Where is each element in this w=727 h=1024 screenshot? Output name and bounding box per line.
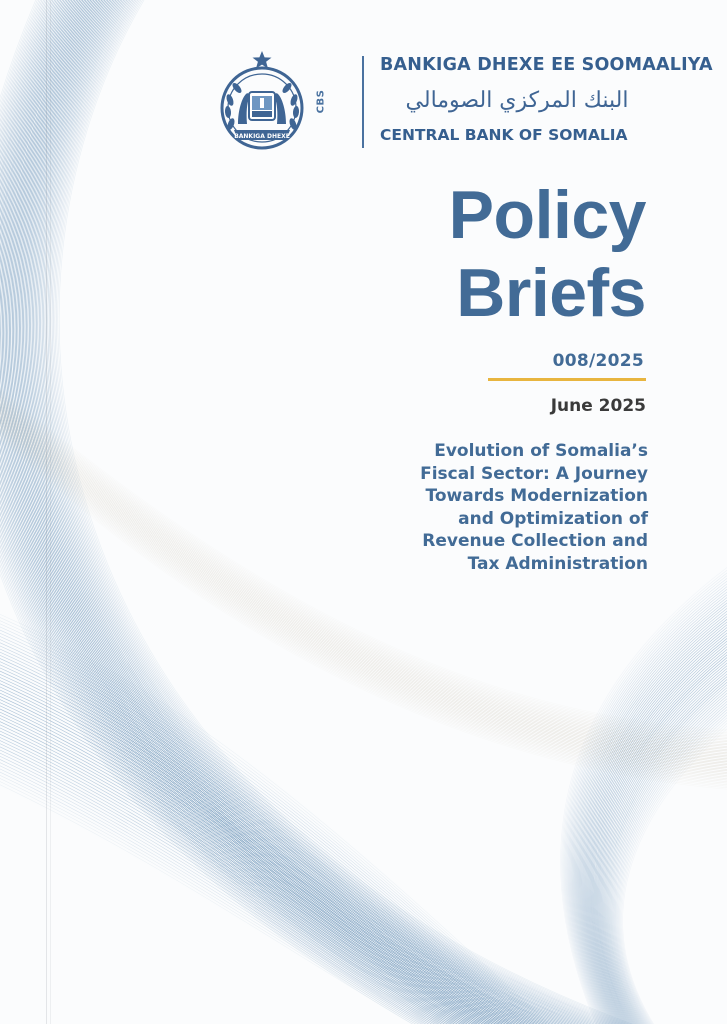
central-bank-emblem-icon	[216, 48, 308, 152]
publication-title	[449, 176, 646, 332]
cbs-text: CBS	[315, 89, 327, 113]
bank-logo	[216, 46, 713, 152]
wave-line	[0, 767, 440, 1024]
subject-line: Revenue Collection and	[422, 531, 648, 551]
logo-divider	[362, 56, 364, 148]
title-line: Briefs	[456, 255, 646, 331]
wave-line	[0, 749, 454, 1024]
publication-date: June 2025	[550, 396, 646, 416]
subject-line: Fiscal Sector: A Journey	[420, 463, 648, 484]
bank-name-somali: BANKIGA DHEXE EE SOOMAALIYA	[380, 55, 713, 75]
emblem-ribbon-text: BANKIGA DHEXE	[234, 133, 290, 140]
accent-underline	[488, 378, 646, 381]
brief-number: 008/2025	[552, 351, 644, 371]
wave-line	[583, 617, 727, 1024]
wave-line	[0, 752, 452, 1024]
bank-name-english: CENTRAL BANK OF SOMALIA	[380, 126, 628, 144]
wave-line	[0, 619, 553, 1024]
wave-line	[0, 764, 442, 1024]
book-spine-line	[46, 0, 47, 1024]
subject-line: and Optimization of	[458, 508, 648, 529]
subject-line: Evolution of Somalia’s	[434, 441, 648, 461]
subject-line: Towards Modernization	[425, 486, 648, 506]
brief-subject-title	[328, 440, 648, 575]
wave-line	[593, 644, 727, 1024]
cbs-vertical-label	[312, 60, 330, 142]
bank-name-arabic: البنك المركزي الصومالي	[405, 88, 629, 113]
book-spine-line	[50, 0, 51, 1024]
wave-line	[591, 639, 727, 1024]
wave-line	[592, 641, 727, 1024]
subject-line: Tax Administration	[467, 553, 648, 574]
wave-line	[0, 686, 502, 1024]
title-line: Policy	[448, 177, 646, 253]
